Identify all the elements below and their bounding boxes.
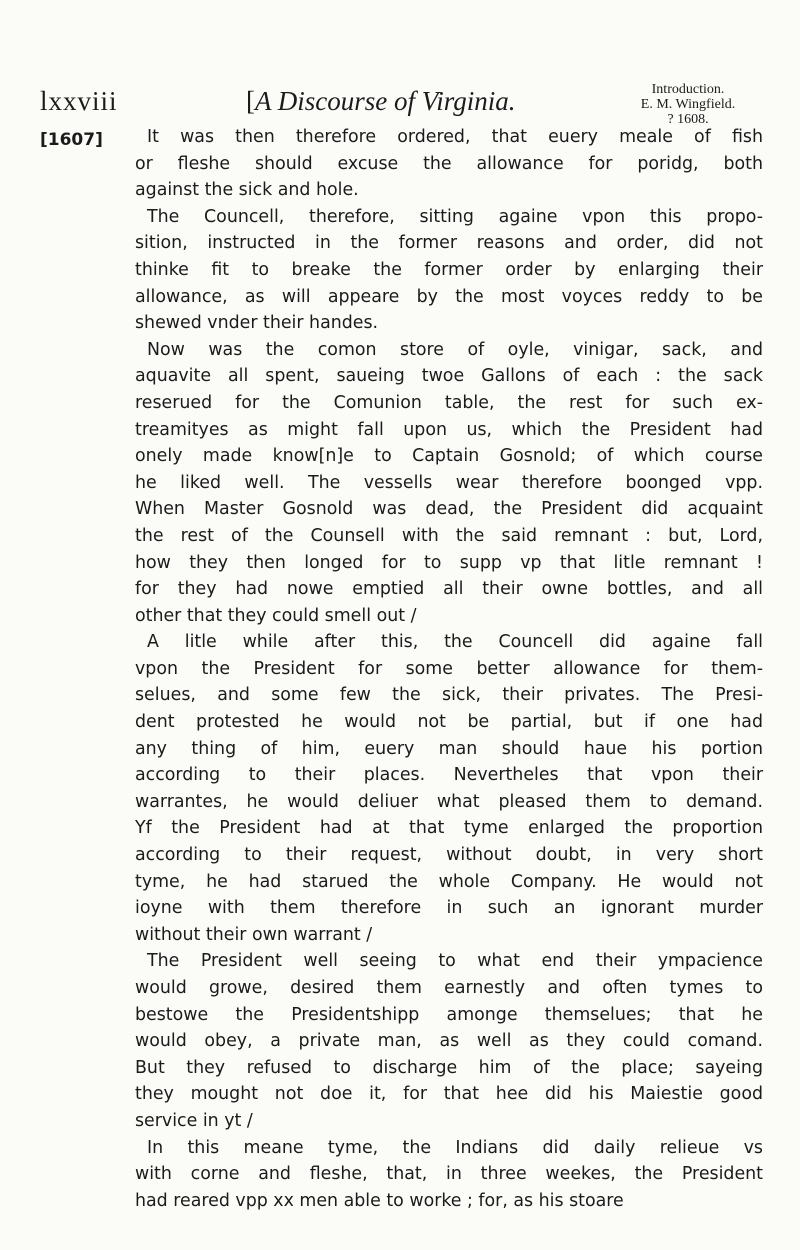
text-line: vpon the President for some better allowance for them- <box>135 658 763 679</box>
text-line: without their own warrant / <box>135 924 373 945</box>
text-line: The Councell, therefore, sitting againe vpon this propo- <box>147 206 763 227</box>
text-line: Now was the comon store of oyle, vinigar, sack, and <box>147 339 763 360</box>
text-line: tyme, he had starued the whole Company. He would not <box>135 871 763 892</box>
text-line: allowance, as will appeare by the most voyces reddy to be <box>135 286 763 307</box>
text-line: or fleshe should excuse the allowance for poridg, both <box>135 153 763 174</box>
body-text <box>123 124 763 1214</box>
text-line: would obey, a private man, as well as they could comand. <box>135 1031 763 1052</box>
text-line: onely made know[n]e to Captain Gosnold; of which course <box>135 446 763 467</box>
text-line: Yf the President had at that tyme enlarged the proportion <box>135 818 763 839</box>
text-line: ioyne with them therefore in such an ignorant murder <box>135 898 763 919</box>
marginal-note-line: ? 1608. <box>667 112 709 127</box>
text-line: against the sick and hole. <box>135 180 359 201</box>
text-line: he liked well. The vessells wear therefore boonged vpp. <box>135 472 763 493</box>
text-line: In this meane tyme, the Indians did daily relieue vs <box>147 1137 763 1158</box>
text-line: according to their request, without doubt, in very short <box>135 845 763 866</box>
text-line: according to their places. Nevertheles that vpon their <box>135 765 763 786</box>
text-line: would growe, desired them earnestly and often tymes to <box>135 978 763 998</box>
text-line: thinke fit to breake the former order by enlarging their <box>135 259 763 280</box>
text-line: shewed vnder their handes. <box>135 313 379 334</box>
marginal-note <box>618 82 758 127</box>
text-line: they mought not doe it, for that hee did his Maiestie good <box>135 1084 763 1105</box>
text-line: with corne and fleshe, that, in three weekes, the President <box>135 1164 763 1185</box>
text-line: the rest of the Counsell with the said remnant : but, Lord, <box>135 525 763 546</box>
text-line: warrantes, he would deliuer what pleased them to demand. <box>135 791 763 812</box>
text-line: service in yt / <box>135 1110 253 1131</box>
text-line: reserued for the Comunion table, the rest for such ex- <box>135 392 763 413</box>
marginal-note-line: Introduction. <box>651 82 725 97</box>
text-line: bestowe the Presidentshipp amonge themselues; that he <box>135 1004 763 1025</box>
text-line: sition, instructed in the former reasons and order, did not <box>135 233 763 254</box>
text-line: When Master Gosnold was dead, the President did acquaint <box>135 499 763 520</box>
marginal-note-line: E. M. Wingfield. <box>640 97 736 112</box>
text-line: other that they could smell out / <box>135 605 417 626</box>
paragraph <box>123 124 763 204</box>
year-tag: [1607] <box>40 130 103 150</box>
text-line: any thing of him, euery man should haue his portion <box>135 738 763 759</box>
text-line: for they had nowe emptied all their owne bottles, and all <box>135 579 763 600</box>
text-line: But they refused to discharge him of the place; sayeing <box>135 1057 763 1078</box>
paragraph <box>123 1135 763 1215</box>
paragraph <box>123 948 763 1134</box>
text-line: aquavite all spent, saueing twoe Gallons of each : the sack <box>135 366 763 387</box>
paragraph <box>123 629 763 948</box>
text-line: treamityes as might fall upon us, which the President had <box>135 419 763 440</box>
text-line: selues, and some few the sick, their privates. The Presi- <box>135 685 763 706</box>
paragraph <box>123 337 763 630</box>
text-line: had reared vpp xx men able to worke ; for, as his stoare <box>135 1190 624 1211</box>
text-line: dent protested he would not be partial, but if one had <box>135 712 763 733</box>
text-line: The President well seeing to what end their ympacience <box>147 951 763 972</box>
text-line: A litle while after this, the Councell did againe fall <box>147 632 763 653</box>
text-line: It was then therefore ordered, that euery meale of fish <box>147 127 763 147</box>
running-title: [A Discourse of Virginia. <box>246 86 516 116</box>
paragraph <box>123 204 763 337</box>
running-title-text: A Discourse of Virginia. <box>255 86 516 116</box>
page-number: lxxviii <box>40 86 118 116</box>
text-line: how they then longed for to supp vp that litle remnant ! <box>135 552 763 573</box>
